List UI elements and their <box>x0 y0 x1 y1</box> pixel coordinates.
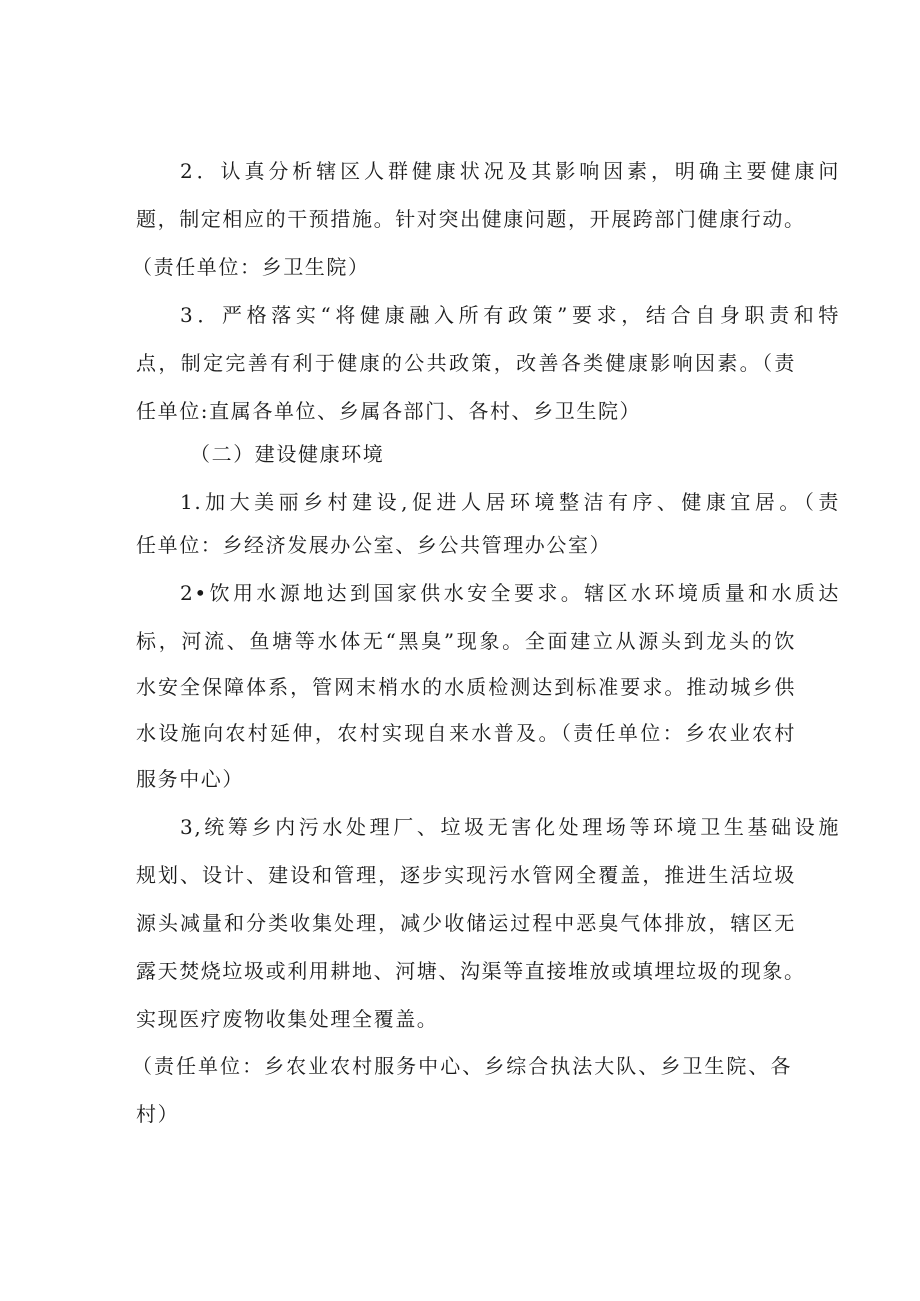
paragraph-3-line-2: 点，制定完善有利于健康的公共政策，改善各类健康影响因素。（责 <box>136 351 796 375</box>
paragraph-2-line-2: 题，制定相应的干预措施。针对突出健康问题，开展跨部门健康行动。 <box>136 207 806 231</box>
env-paragraph-2-line-5: 服务中心） <box>136 767 244 791</box>
env-paragraph-3-line-1: 3,统筹乡内污水处理厂、垃圾无害化处理场等环境卫生基础设施 <box>180 815 840 839</box>
env-paragraph-2-line-4: 水设施向农村延伸，农村实现自来水普及。（责任单位：乡农业农村 <box>136 721 796 745</box>
env-paragraph-3-line-4: 露天焚烧垃圾或利用耕地、河塘、沟渠等直接堆放或填埋垃圾的现象。 <box>136 959 806 983</box>
env-paragraph-3-responsibility-line-2: 村） <box>136 1102 180 1126</box>
paragraph-3-line-3: 任单位:直属各单位、乡属各部门、各村、乡卫生院） <box>136 399 642 423</box>
env-paragraph-3-responsibility-line-1: （责任单位：乡农业农村服务中心、乡综合执法大队、乡卫生院、各 <box>132 1054 792 1078</box>
env-paragraph-2-line-1: 2•饮用水源地达到国家供水安全要求。辖区水环境质量和水质达 <box>180 581 840 605</box>
env-paragraph-3-line-2: 规划、设计、建设和管理，逐步实现污水管网全覆盖，推进生活垃圾 <box>136 863 796 887</box>
env-paragraph-2-line-2: 标，河流、鱼塘等水体无“黑臭”现象。全面建立从源头到龙头的饮 <box>136 629 796 653</box>
paragraph-3-line-1: 3．严格落实“将健康融入所有政策”要求，结合自身职责和特 <box>180 303 840 327</box>
env-paragraph-1-line-2: 任单位：乡经济发展办公室、乡公共管理办公室） <box>136 533 612 557</box>
env-paragraph-3-line-5: 实现医疗废物收集处理全覆盖。 <box>136 1007 439 1031</box>
section-heading: （二）建设健康环境 <box>190 442 385 466</box>
paragraph-2-line-3: （责任单位：乡卫生院） <box>132 255 370 279</box>
env-paragraph-1-line-1: 1.加大美丽乡村建设,促进人居环境整洁有序、健康宜居。（责 <box>180 490 840 514</box>
env-paragraph-2-line-3: 水安全保障体系，管网末梢水的水质检测达到标准要求。推动城乡供 <box>136 675 796 699</box>
env-paragraph-3-line-3: 源头减量和分类收集处理，减少收储运过程中恶臭气体排放，辖区无 <box>136 911 796 935</box>
paragraph-2-line-1: 2．认真分析辖区人群健康状况及其影响因素，明确主要健康问 <box>180 159 840 183</box>
